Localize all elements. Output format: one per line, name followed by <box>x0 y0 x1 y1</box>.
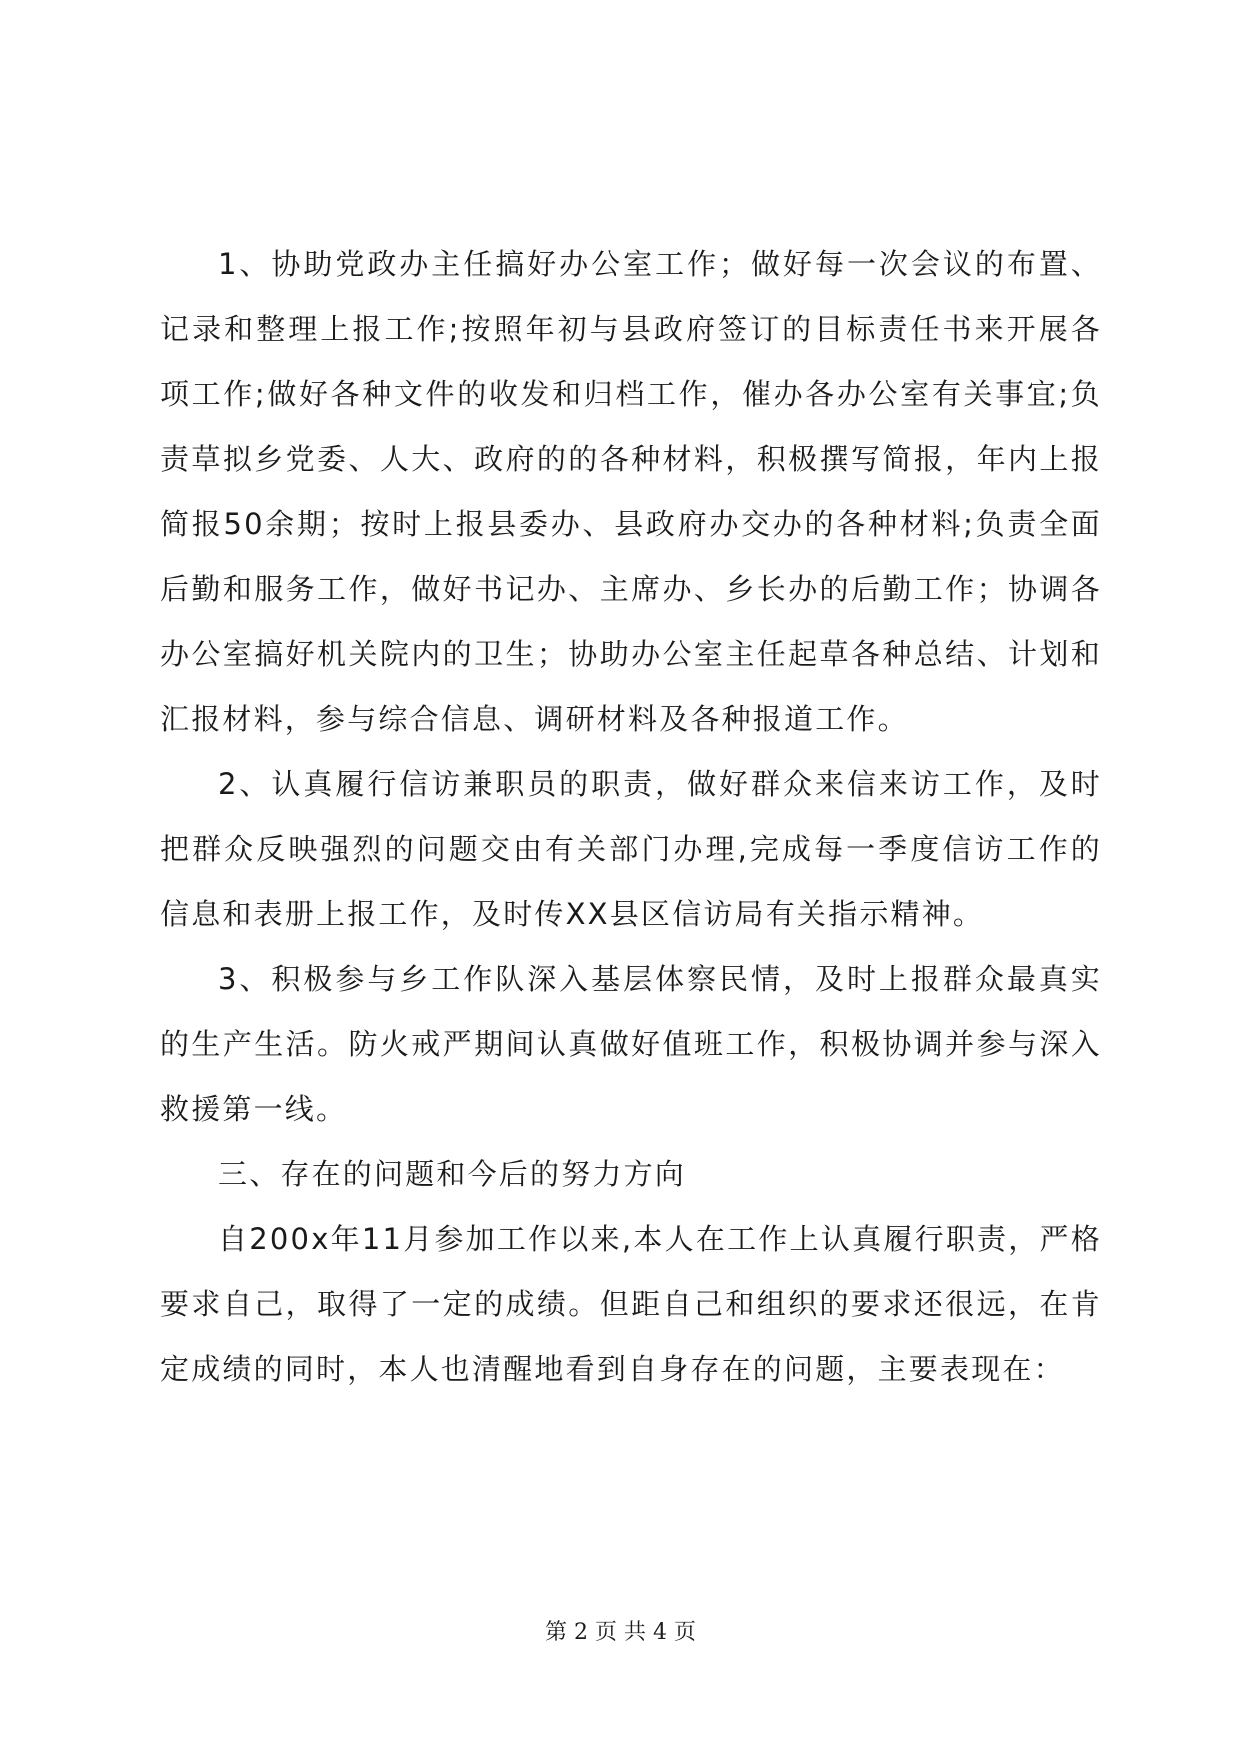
section-heading: 三、存在的问题和今后的努力方向 <box>218 1157 687 1191</box>
paragraph-summary: 自200x年11月参加工作以来,本人在工作上认真履行职责，严格要求自己，取得了一定的成绩。但距自己和组织的要求还很远，在肯定成绩的同时，本人也清醒地看到自身存在的问题，主要表现在： <box>160 1222 1102 1386</box>
paragraph-duty-1: 1、协助党政办主任搞好办公室工作；做好每一次会议的布置、记录和整理上报工作;按照年初与县政府签订的目标责任书来开展各项工作;做好各种文件的收发和归档工作，催办各办公室有关事宜;负责草拟乡党委、人大、政府的的各种材料，积极撰写简报，年内上报简报50余期；按时上报县委办、县政府办交办的各种材料;负责全面后勤和服务工作，做好书记办、主席办、乡长办的后勤工作；协调各办公室搞好机关院内的卫生；协助办公室主任起草各种总结、计划和汇报材料，参与综合信息、调研材料及各种报道工作。 <box>160 247 1102 736</box>
page-number-footer: 第 2 页 共 4 页 <box>545 1620 696 1645</box>
paragraph-duty-3: 3、积极参与乡工作队深入基层体察民情，及时上报群众最真实的生产生活。防火戒严期间认真做好值班工作，积极协调并参与深入救援第一线。 <box>160 962 1102 1126</box>
document-body <box>160 232 1102 1402</box>
paragraph-duty-2: 2、认真履行信访兼职员的职责，做好群众来信来访工作，及时把群众反映强烈的问题交由有关部门办理,完成每一季度信访工作的信息和表册上报工作，及时传XX县区信访局有关指示精神。 <box>160 767 1102 931</box>
